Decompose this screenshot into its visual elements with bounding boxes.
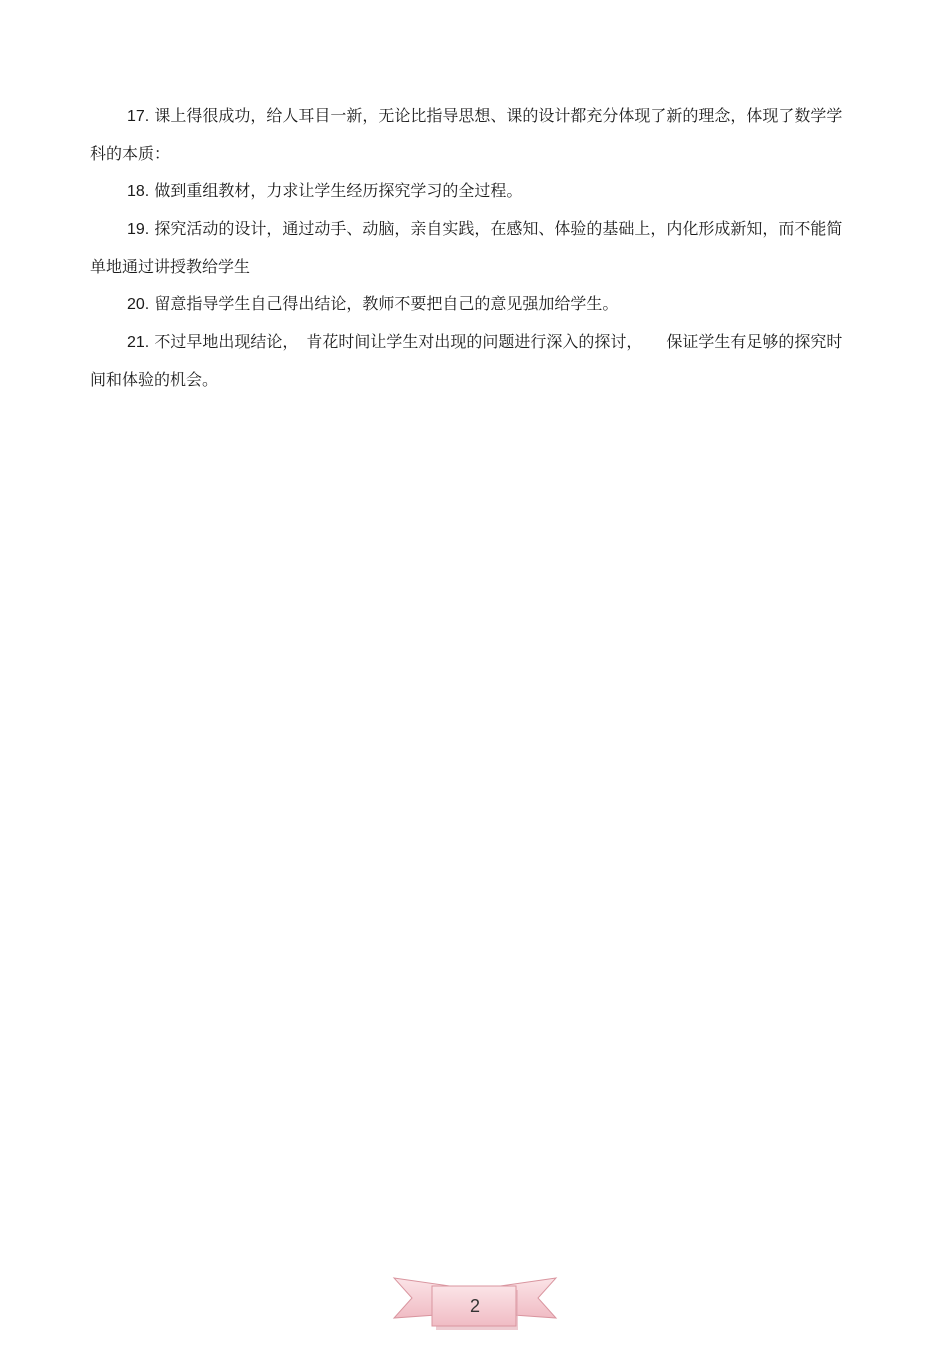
document-body [90, 97, 856, 398]
paragraph-text: 不过早地出现结论， 肯花时间让学生对出现的问题进行深入的探讨， 保证学生有足够的探究时间和体验的机会。 [90, 332, 843, 389]
paragraph-text: 课上得很成功，给人耳目一新，无论比指导思想、课的设计都充分体现了新的理念，体现了数学学科的本质： [90, 106, 843, 163]
paragraph-number: 20. [127, 296, 150, 313]
page-footer [390, 1272, 560, 1336]
paragraph-17 [90, 97, 856, 172]
paragraph-19 [90, 210, 856, 285]
paragraph-number: 19. [127, 221, 150, 238]
paragraph-18 [90, 172, 856, 210]
paragraph-number: 21. [127, 334, 150, 351]
paragraph-20 [90, 285, 856, 323]
paragraph-number: 17. [127, 108, 150, 125]
paragraph-text: 探究活动的设计，通过动手、动脑，亲自实践，在感知、体验的基础上，内化形成新知，而不能简单地通过讲授教给学生 [90, 219, 843, 276]
paragraph-text: 做到重组教材，力求让学生经历探究学习的全过程。 [154, 181, 523, 200]
paragraph-21 [90, 323, 856, 398]
paragraph-text: 留意指导学生自己得出结论，教师不要把自己的意见强加给学生。 [154, 294, 619, 313]
paragraph-number: 18. [127, 183, 150, 200]
page-number: 2 [469, 1296, 480, 1316]
